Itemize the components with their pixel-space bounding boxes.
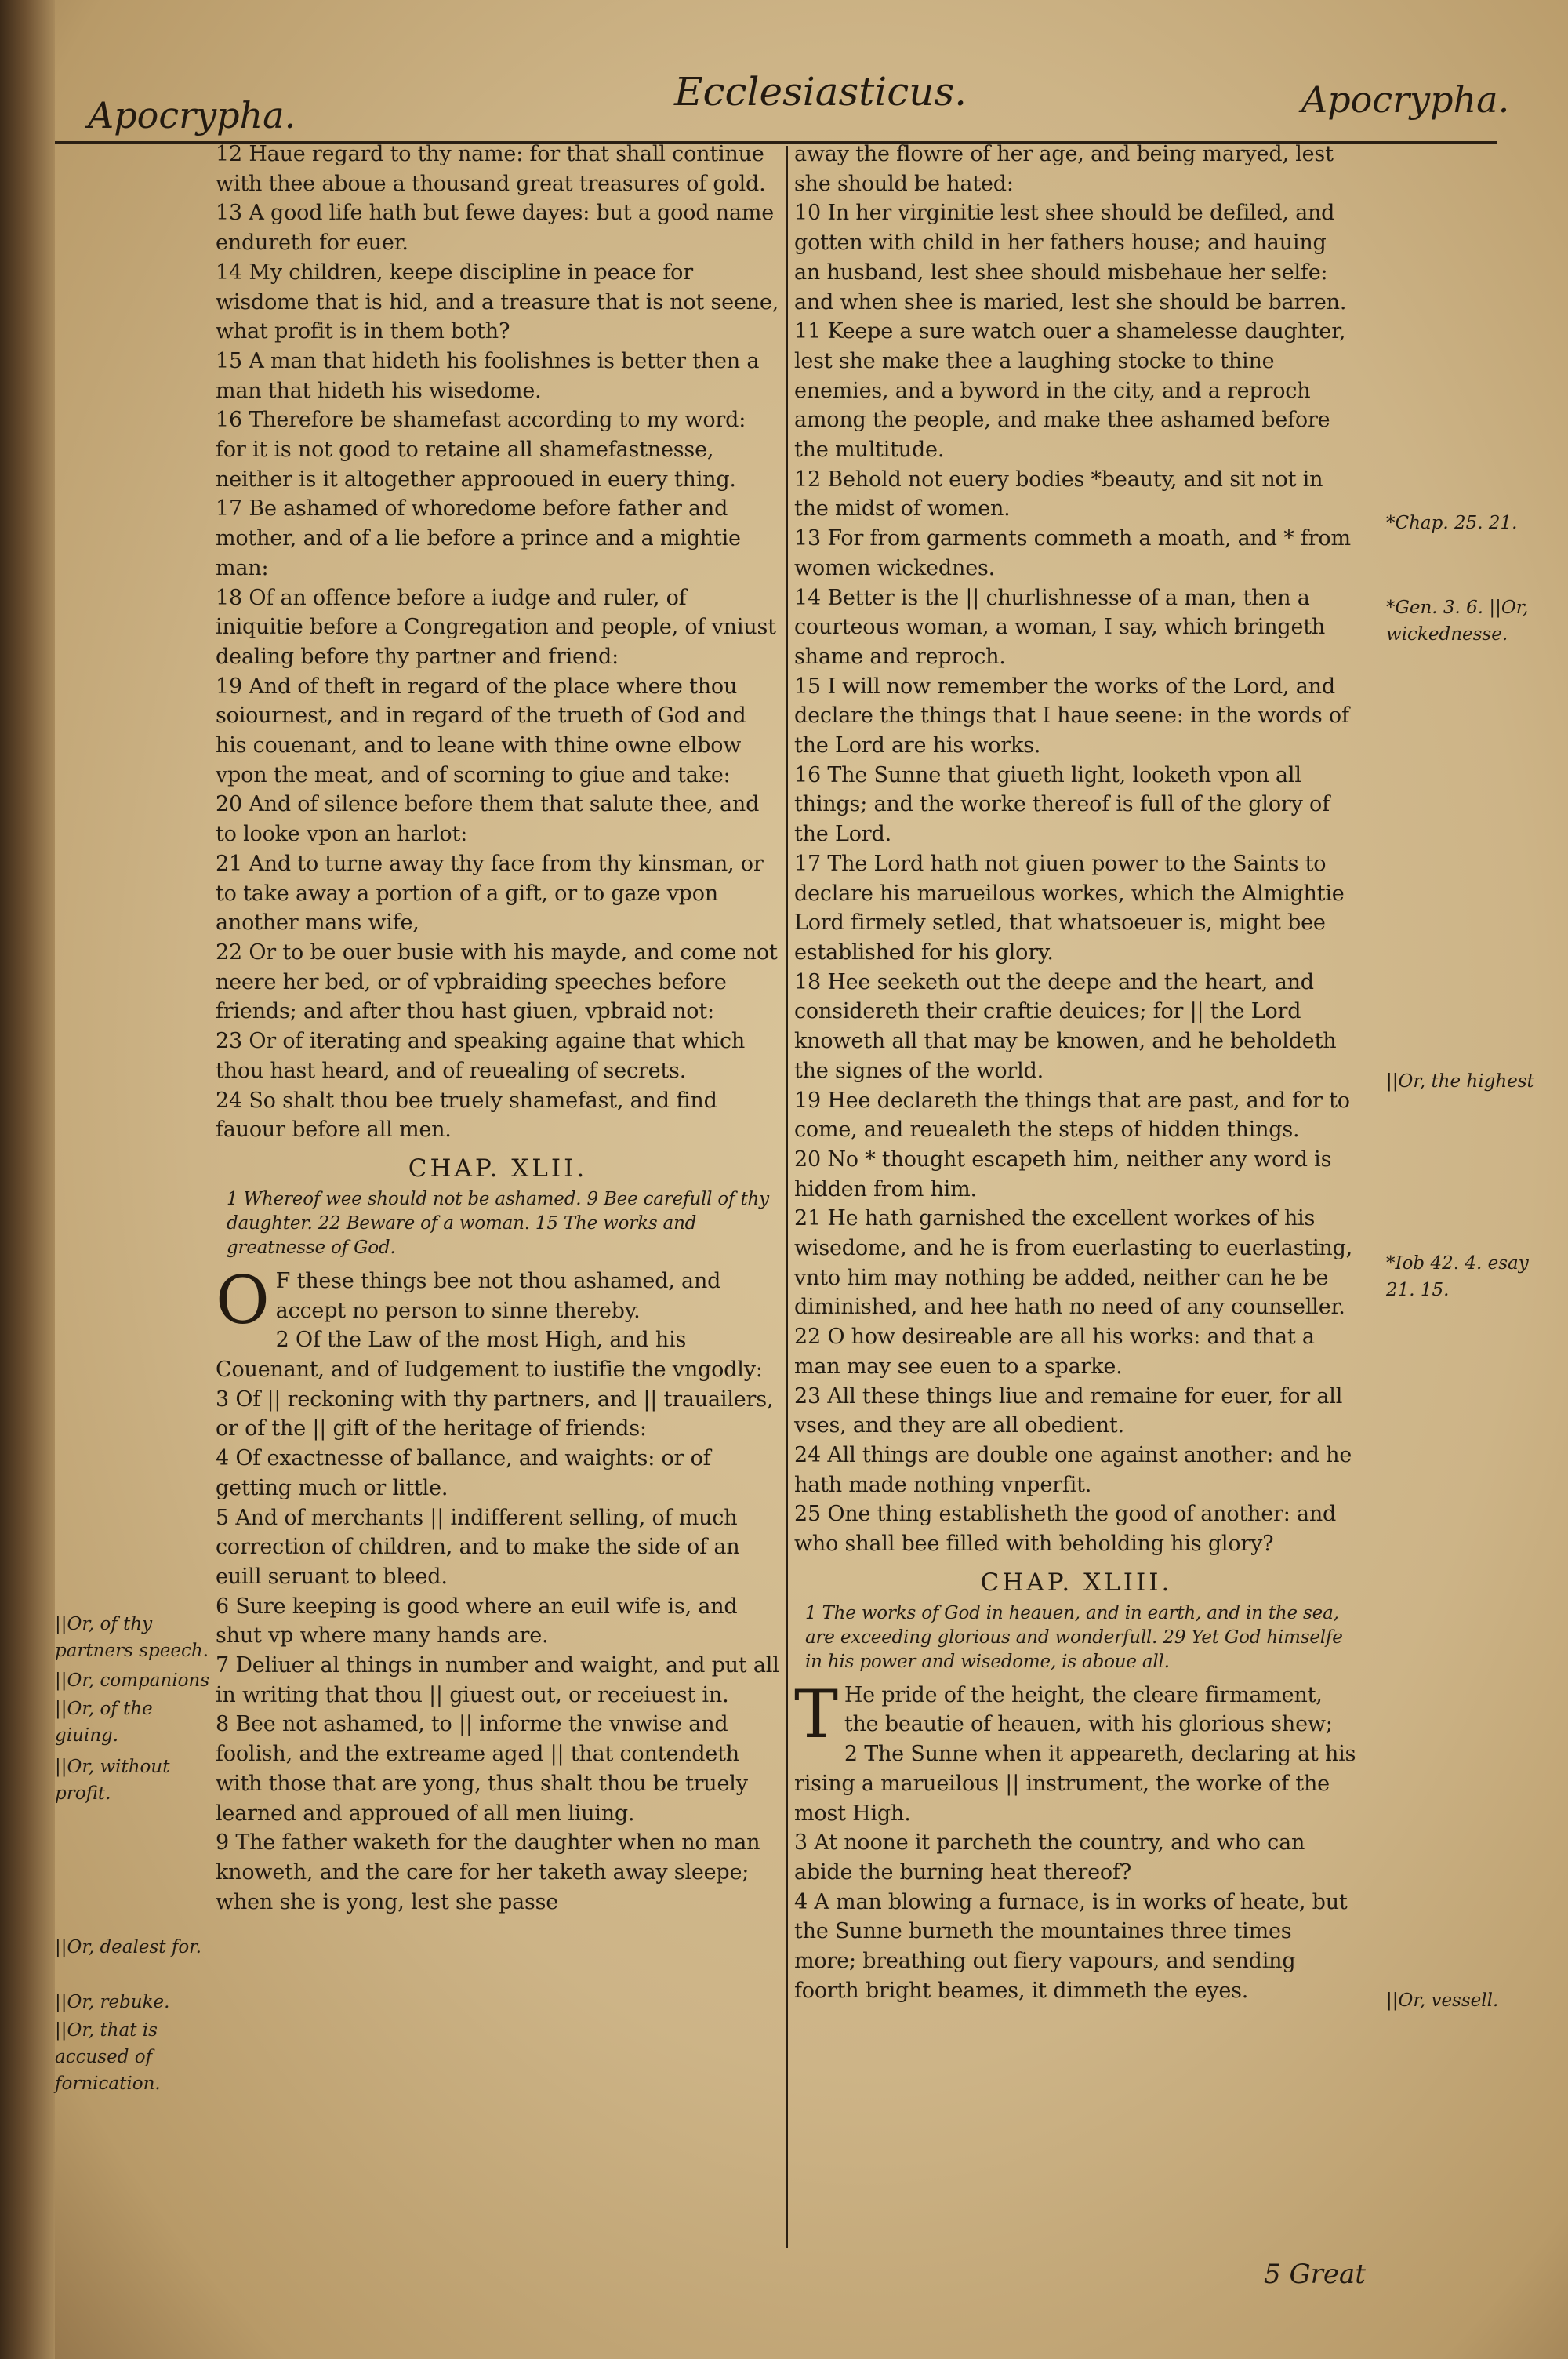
- chapter-summary: 1 The works of God in heauen, and in earth, and in the sea, are exceeding glorious and wonderfull. 29 Yet God himselfe in his power and wisedome, is aboue all.: [805, 1602, 1343, 1672]
- verse: 17 Be ashamed of whoredome before father and mother, and of a lie before a prince and a mightie man:: [216, 496, 741, 580]
- book-binding-shadow: [0, 0, 55, 2359]
- verse: 16 Therefore be shamefast according to my word: for it is not good to retaine all shamefastnesse, neither is it altogether approoued in euery thing.: [216, 408, 746, 492]
- margin-note-left: ||Or, of the giuing.: [55, 1699, 153, 1746]
- chapter-heading: CHAP. XLIII.: [980, 1568, 1173, 1597]
- verse: 21 He hath garnished the excellent workes of his wisedome, and he is from euerlasting to euerlasting, vnto him may nothing be added, neither can he be diminished, and hee hath no need of any counseller.: [794, 1206, 1353, 1320]
- drop-cap: O: [216, 1261, 270, 1339]
- verse: 22 O how desireable are all his works: and that a man may see euen to a sparke.: [794, 1325, 1315, 1379]
- first-verse-text: He pride of the height, the cleare firmament, the beautie of heauen, with his glorious shew;: [844, 1682, 1333, 1737]
- verse: 24 All things are double one against another: and he hath made nothing vnperfit.: [794, 1442, 1352, 1497]
- verse: 7 Deliuer al things in number and waight, and put all in writing that thou || giuest out, or receiuest in.: [216, 1653, 779, 1707]
- margin-note-left: ||Or, companions: [55, 1670, 210, 1691]
- margin-note-right: *Gen. 3. 6. ||Or, wickednesse.: [1386, 598, 1529, 645]
- column-divider: [786, 146, 788, 2248]
- verse: 14 Better is the || churlishnesse of a man, then a courteous woman, a woman, I say, which bringeth shame and reproch.: [794, 585, 1326, 669]
- verse: away the flowre of her age, and being maryed, lest she should be hated:: [794, 142, 1334, 196]
- chapter-first-verse: [216, 1261, 780, 1339]
- verse: 25 One thing establisheth the good of another: and who shall bee filled with beholding his glory?: [794, 1502, 1337, 1557]
- chapter-summary: 1 Whereof wee should not be ashamed. 9 Bee carefull of thy daughter. 22 Beware of a woman. 15 The works and greatnesse of God.: [227, 1188, 769, 1258]
- verse: 15 I will now remember the works of the Lord, and declare the things that I haue seene: in the words of the Lord are his works.: [794, 674, 1349, 758]
- verse: 2 The Sunne when it appeareth, declaring at his rising a marueilous || instrument, the worke of the most High.: [794, 1742, 1356, 1826]
- left-column: [216, 140, 780, 1917]
- chapter-heading: CHAP. XLII.: [408, 1154, 588, 1183]
- verse: 15 A man that hideth his foolishnes is better then a man that hideth his wisedome.: [216, 348, 760, 403]
- verse: 24 So shalt thou bee truely shamefast, and find fauour before all men.: [216, 1088, 717, 1143]
- verse: 2 Of the Law of the most High, and his Couenant, and of Iudgement to iustifie the vngodly:: [216, 1328, 763, 1383]
- verse: 19 And of theft in regard of the place where thou soiournest, and in regard of the trueth of God and his couenant, and to leane with thine owne elbow vpon the meat, and of scorning to giue and take:: [216, 674, 746, 787]
- verse: 23 Or of iterating and speaking againe that which thou hast heard, and of reuealing of secrets.: [216, 1029, 746, 1083]
- right-column: [794, 140, 1359, 2005]
- margin-note-right: *Iob 42. 4. esay 21. 15.: [1386, 1253, 1529, 1300]
- running-head-title: Ecclesiasticus.: [674, 69, 967, 114]
- running-head-left: Apocrypha.: [88, 94, 296, 136]
- verse: 21 And to turne away thy face from thy kinsman, or to take away a portion of a gift, or to gaze vpon another mans wife,: [216, 851, 764, 936]
- verse: 18 Hee seeketh out the deepe and the heart, and considereth their craftie deuices; for || the Lord knoweth all that may be knowen, and he beholdeth the signes of the world.: [794, 969, 1337, 1083]
- margin-note-right: ||Or, the highest: [1386, 1071, 1534, 1092]
- running-head-right: Apocrypha.: [1301, 78, 1510, 121]
- catchword: 5 Great: [1264, 2259, 1366, 2290]
- margin-note-right: ||Or, vessell.: [1386, 1990, 1499, 2011]
- verse: 23 All these things liue and remaine for euer, for all vses, and they are all obedient.: [794, 1383, 1343, 1438]
- verse: 19 Hee declareth the things that are past, and for to come, and reuealeth the steps of hidden things.: [794, 1088, 1350, 1143]
- margin-note-right: *Chap. 25. 21.: [1386, 513, 1518, 533]
- verse: 17 The Lord hath not giuen power to the Saints to declare his marueilous workes, which the Almightie Lord firmely setled, that whatsoeuer is, might bee established for his glory.: [794, 851, 1345, 965]
- verse: 9 The father waketh for the daughter when no man knoweth, and the care for her taketh away sleepe; when she is yong, lest she passe: [216, 1830, 760, 1914]
- verse: 10 In her virginitie lest shee should be defiled, and gotten with child in her fathers house; and hauing an husband, lest shee should misbehaue her selfe: and when shee is maried, lest she should be barren.: [794, 201, 1347, 314]
- first-verse-text: F these things bee not thou ashamed, and accept no person to sinne thereby.: [275, 1268, 721, 1323]
- verse: 3 Of || reckoning with thy partners, and || trauailers, or of the || gift of the heritage of friends:: [216, 1387, 774, 1441]
- verse: 20 No * thought escapeth him, neither any word is hidden from him.: [794, 1147, 1332, 1201]
- verse: 18 Of an offence before a iudge and ruler, of iniquitie before a Congregation and people, of vniust dealing before thy partner and friend:: [216, 585, 776, 669]
- margin-note-left: ||Or, of thy partners speech.: [55, 1614, 209, 1661]
- verse: 6 Sure keeping is good where an euil wife is, and shut vp where many hands are.: [216, 1594, 738, 1648]
- margin-note-left: ||Or, dealest for.: [55, 1937, 201, 1957]
- margin-note-left: ||Or, rebuke.: [55, 1992, 170, 2012]
- verse: 8 Bee not ashamed, to || informe the vnwise and foolish, and the extreame aged || that contendeth with those that are yong, thus shalt thou be truely learned and approued of all men liuing.: [216, 1712, 748, 1826]
- verse: 16 The Sunne that giueth light, looketh vpon all things; and the worke thereof is full of the glory of the Lord.: [794, 762, 1330, 847]
- chapter-first-verse: [794, 1675, 1359, 1753]
- verse: 22 Or to be ouer busie with his mayde, and come not neere her bed, or of vpbraiding speeches before friends; and after thou hast giuen, vpbraid not:: [216, 940, 778, 1024]
- verse: 12 Haue regard to thy name: for that shall continue with thee aboue a thousand great treasures of gold.: [216, 142, 766, 196]
- verse: 14 My children, keepe discipline in peace for wisdome that is hid, and a treasure that is not seene, what profit is in them both?: [216, 260, 779, 344]
- drop-cap: T: [794, 1675, 838, 1753]
- verse: 5 And of merchants || indifferent selling, of much correction of children, and to make the side of an euill seruant to bleed.: [216, 1505, 740, 1589]
- margin-note-left: ||Or, without profit.: [55, 1757, 170, 1804]
- verse: 11 Keepe a sure watch ouer a shamelesse daughter, lest she make thee a laughing stocke to thine enemies, and a byword in the city, and a reproch among the people, and make thee ashamed before the multitude.: [794, 319, 1346, 463]
- margin-note-left: ||Or, that is accused of fornication.: [55, 2020, 161, 2094]
- verse: 20 And of silence before them that salute thee, and to looke vpon an harlot:: [216, 792, 760, 847]
- verse: 13 A good life hath but fewe dayes: but a good name endureth for euer.: [216, 201, 775, 256]
- verse: 12 Behold not euery bodies *beauty, and sit not in the midst of women.: [794, 467, 1323, 522]
- verse: 13 For from garments commeth a moath, and * from women wickednes.: [794, 526, 1351, 580]
- verse: 4 A man blowing a furnace, is in works of heate, but the Sunne burneth the mountaines three times more; breathing out fiery vapours, and sending foorth bright beames, it dimmeth the eyes.: [794, 1889, 1348, 2003]
- verse: 3 At noone it parcheth the country, and who can abide the burning heat thereof?: [794, 1830, 1305, 1885]
- verse: 4 Of exactnesse of ballance, and waights: or of getting much or little.: [216, 1446, 711, 1500]
